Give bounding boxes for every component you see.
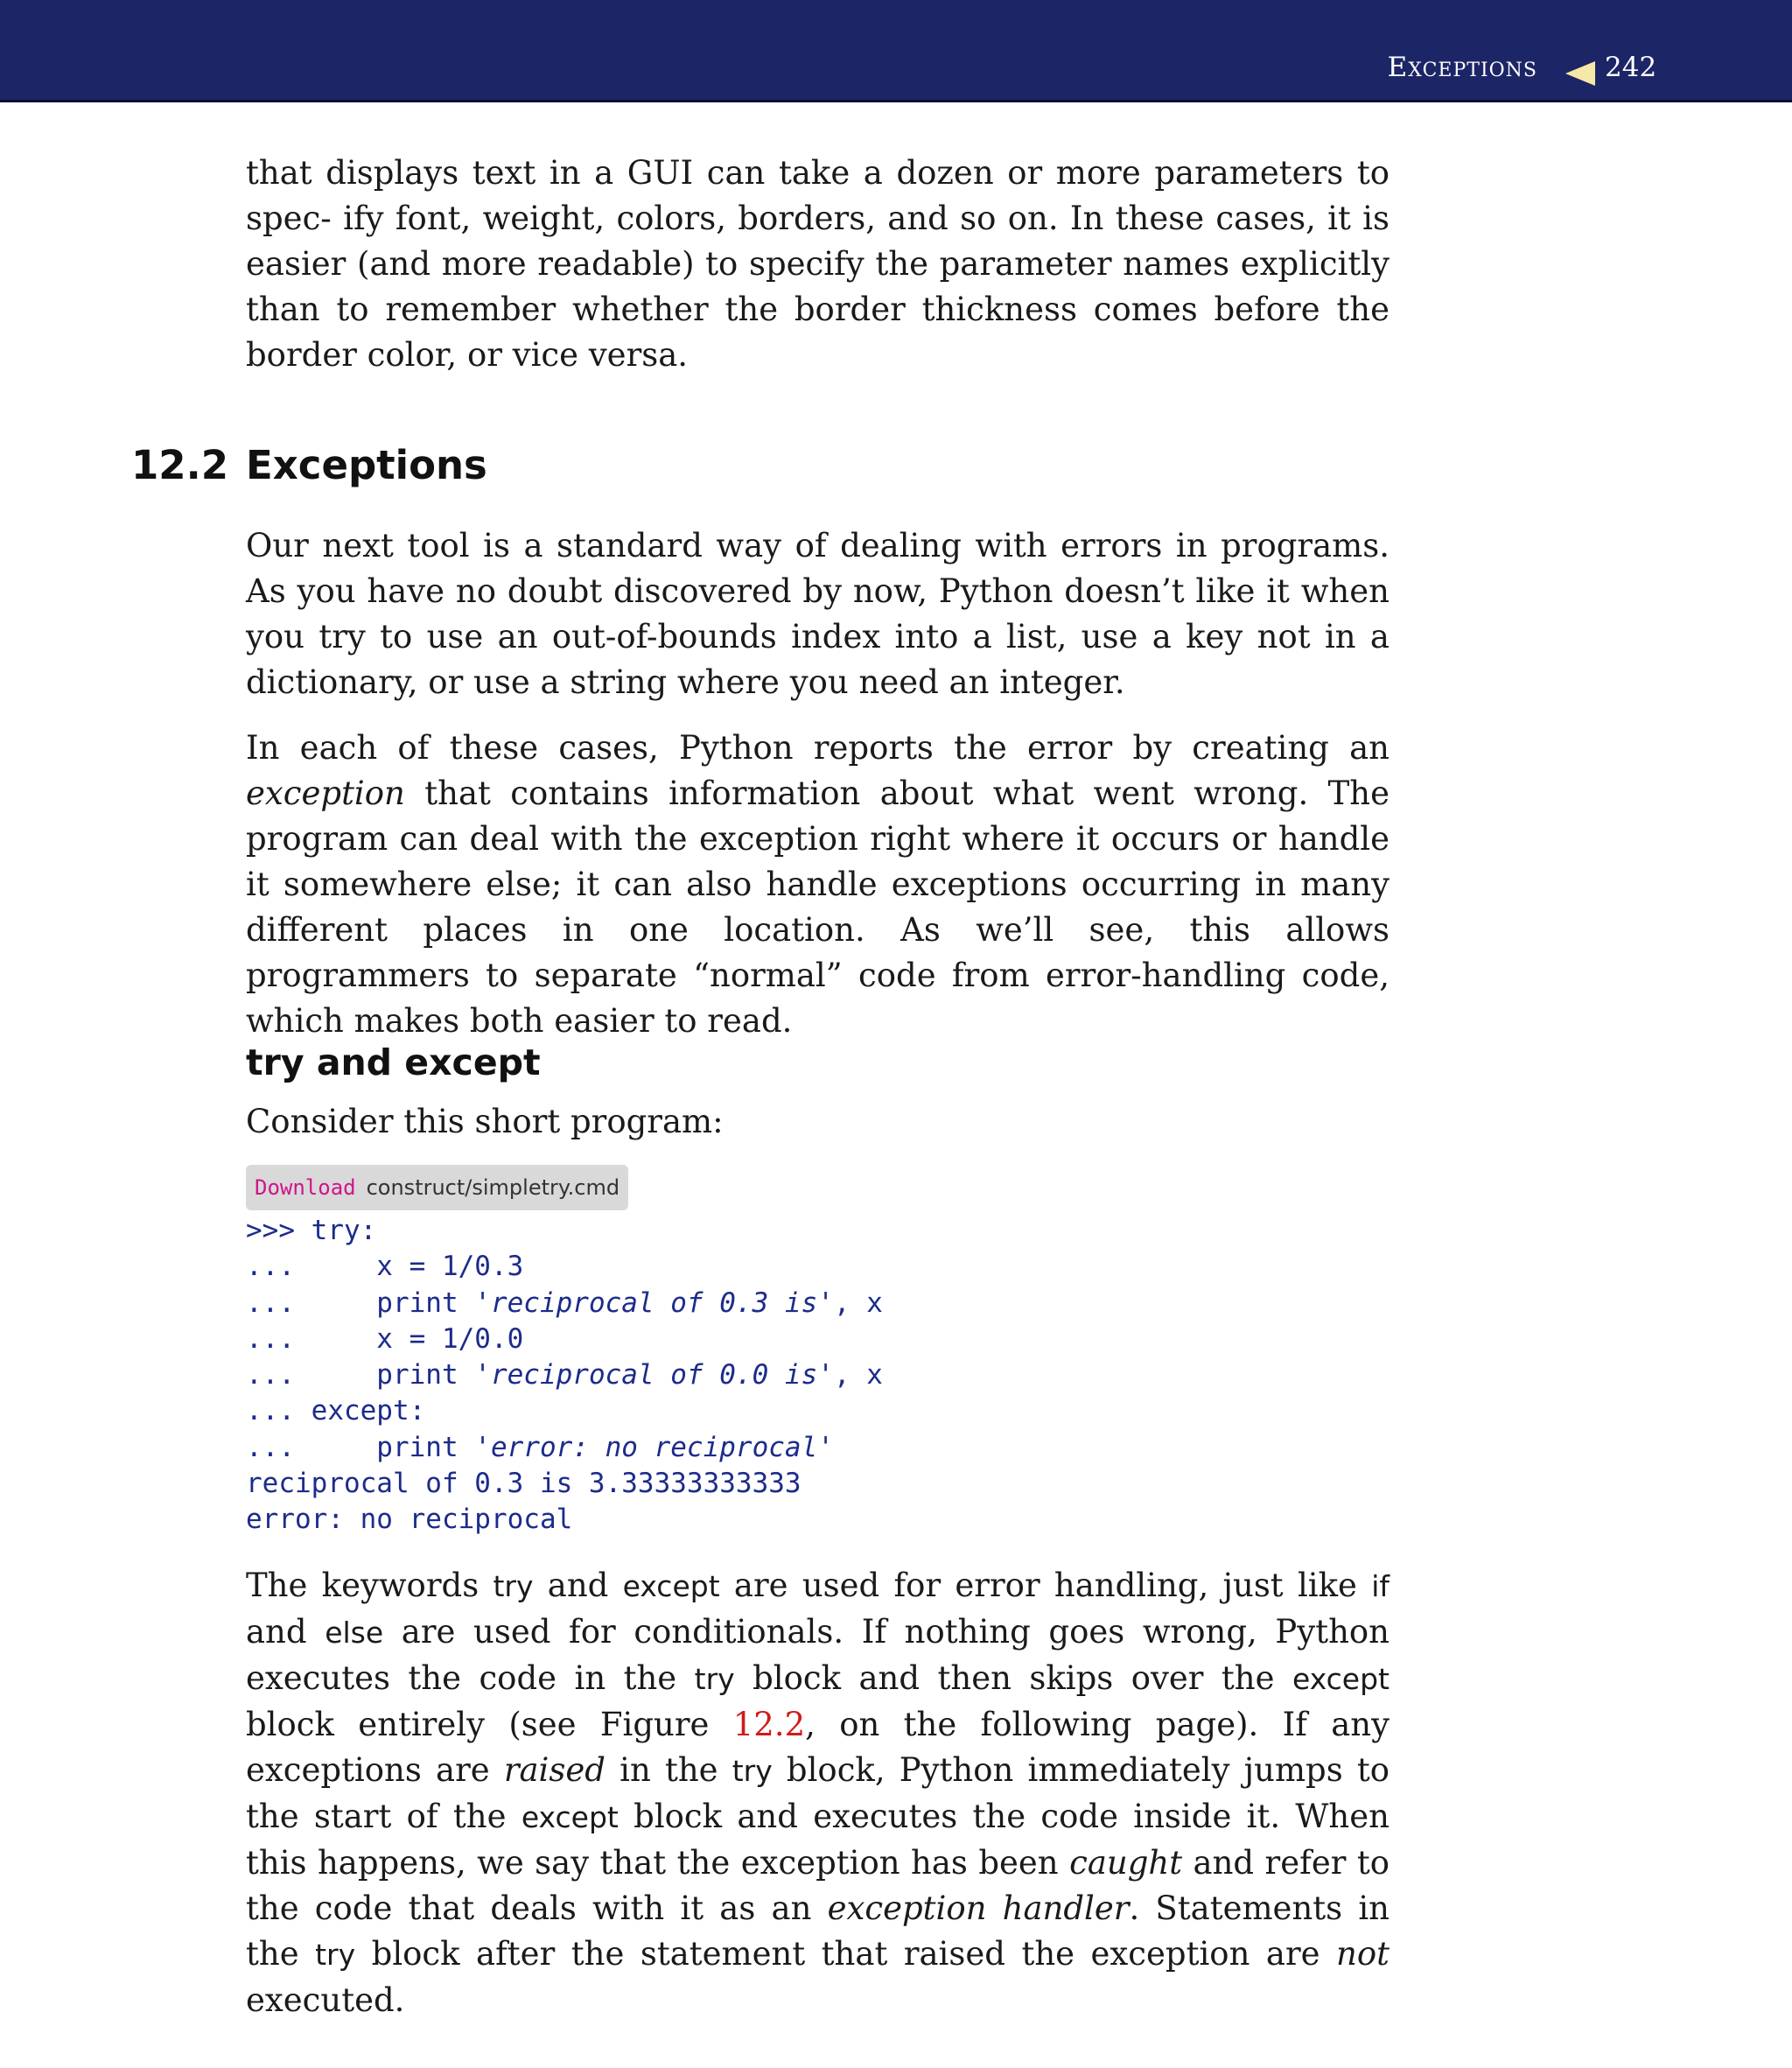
code-line: ... print 'reciprocal of 0.3 is', x	[246, 1286, 883, 1319]
back-arrow-icon[interactable]	[1565, 61, 1595, 86]
keyword-if: if	[1371, 1569, 1390, 1603]
download-path[interactable]: construct/simpletry.cmd	[366, 1175, 620, 1200]
paragraph-1	[246, 523, 1390, 705]
paragraph-1-text: Our next tool is a standard way of dealing with errors in programs. As you have no doubt discovered by now, Python doesn’t like it when you try to use an out-of-bounds index into a list, use a key not in a dictionary, or use a string where you need an integer.	[246, 527, 1390, 701]
running-header	[0, 0, 1792, 102]
keyword-try: try	[493, 1569, 534, 1603]
intro-text: that displays text in a GUI can take a dozen or more parameters to spec- ify font, weight, colors, borders, and so on. In these cases, it is easier (and more readable) to specify the parameter names explicitly than to remember whether the border thickness comes before the border color, or vice versa.	[246, 154, 1390, 374]
paragraph-2-text: In each of these cases, Python reports the error by creating an exception that contains information about what went wrong. The program can deal with the exception right where it occurs or handle it somewhere else; it can also handle exceptions occurring in many different places in one location. As we’ll see, this allows programmers to separate “normal” code from error-handling code, which makes both easier to read.	[246, 729, 1390, 1040]
page-number: 242	[1605, 52, 1657, 83]
section-number: 12.2	[131, 442, 229, 488]
paragraph-3-text: The keywords try and except are used for error handling, just like if and else are used for conditionals. If nothing goes wrong, Python executes the code in the try block and then skips over the except block entirely (see Figure 12.2, on the following page). If any exceptions are raised in the try block, Python immediately jumps to the start of the except block and executes the code inside it. When this happens, we say that the exception has been caught and refer to the code that deals with it as an exception handler. Statements in the try block after the statement that raised the exception are not executed.	[246, 1567, 1390, 2019]
code-output-line: reciprocal of 0.3 is 3.33333333333	[246, 1468, 802, 1500]
keyword-except: except	[622, 1569, 720, 1603]
code-line: ... print 'error: no reciprocal'	[246, 1431, 834, 1463]
download-link[interactable]	[246, 1165, 628, 1210]
code-listing	[246, 1213, 883, 1539]
subsection-title: try and except	[246, 1041, 541, 1083]
term-exception: exception	[246, 775, 405, 812]
paragraph-2	[246, 726, 1390, 1044]
code-line: >>> try:	[246, 1215, 377, 1246]
keyword-else: else	[325, 1616, 384, 1650]
figure-reference-link[interactable]: 12.2	[732, 1706, 806, 1743]
section-title: Exceptions	[246, 442, 487, 488]
paragraph-3	[246, 1563, 1390, 2023]
code-line: ... x = 1/0.0	[246, 1322, 524, 1355]
code-line: ... x = 1/0.3	[246, 1251, 524, 1283]
code-output-line: error: no reciprocal	[246, 1504, 573, 1536]
subsection-intro: Consider this short program:	[246, 1103, 724, 1140]
download-label[interactable]: Download	[255, 1175, 356, 1200]
code-line: ... print 'reciprocal of 0.0 is', x	[246, 1359, 883, 1392]
code-line: ... except:	[246, 1395, 426, 1427]
running-header-section: Exceptions	[1387, 52, 1537, 83]
intro-paragraph	[246, 151, 1390, 378]
